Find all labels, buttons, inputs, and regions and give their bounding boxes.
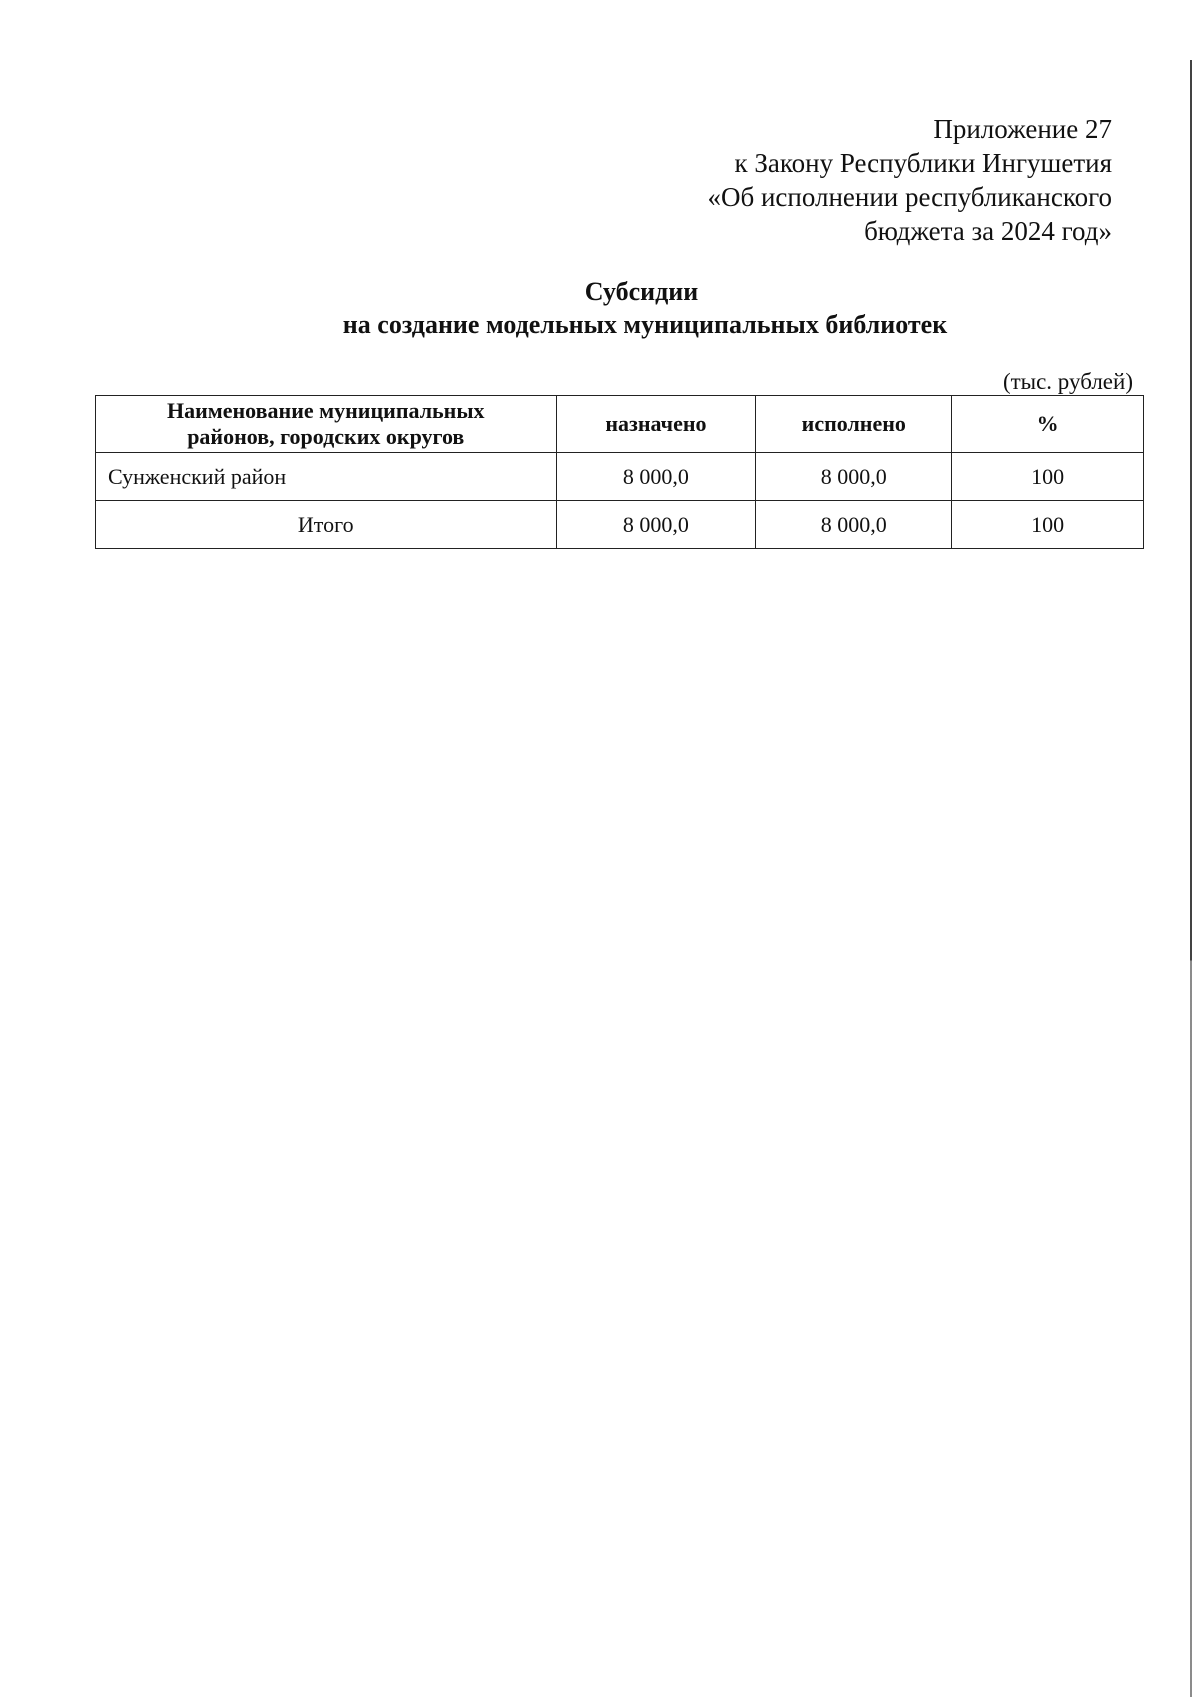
total-name: Итого (96, 501, 557, 549)
table-row (96, 453, 1144, 501)
total-executed: 8 000,0 (756, 501, 952, 549)
annex-line-2: к Закону Республики Ингушетия (734, 148, 1112, 178)
row-name: Сунженский район (96, 453, 557, 501)
header-executed: исполнено (756, 396, 952, 453)
total-assigned: 8 000,0 (556, 501, 756, 549)
subsidies-table (95, 395, 1144, 549)
header-name (96, 396, 557, 453)
total-percent: 100 (952, 501, 1144, 549)
table-header-row (96, 396, 1144, 453)
row-percent: 100 (952, 453, 1144, 501)
annex-line-1: Приложение 27 (933, 114, 1112, 144)
header-name-line-1: Наименование муниципальных (166, 398, 485, 423)
table-total-row (96, 501, 1144, 549)
header-percent: % (952, 396, 1144, 453)
row-executed: 8 000,0 (756, 453, 952, 501)
header-assigned: назначено (556, 396, 756, 453)
document-title: Субсидии (584, 277, 699, 306)
header-name-line-2: районов, городских округов (187, 424, 465, 449)
document-subtitle: на создание модельных муниципальных библиотек (342, 310, 948, 339)
annex-line-4: бюджета за 2024 год» (864, 216, 1112, 246)
annex-line-3: «Об исполнении республиканского (707, 182, 1112, 212)
row-assigned: 8 000,0 (556, 453, 756, 501)
unit-label: (тыс. рублей) (1002, 369, 1133, 394)
annex-header (707, 112, 1112, 248)
